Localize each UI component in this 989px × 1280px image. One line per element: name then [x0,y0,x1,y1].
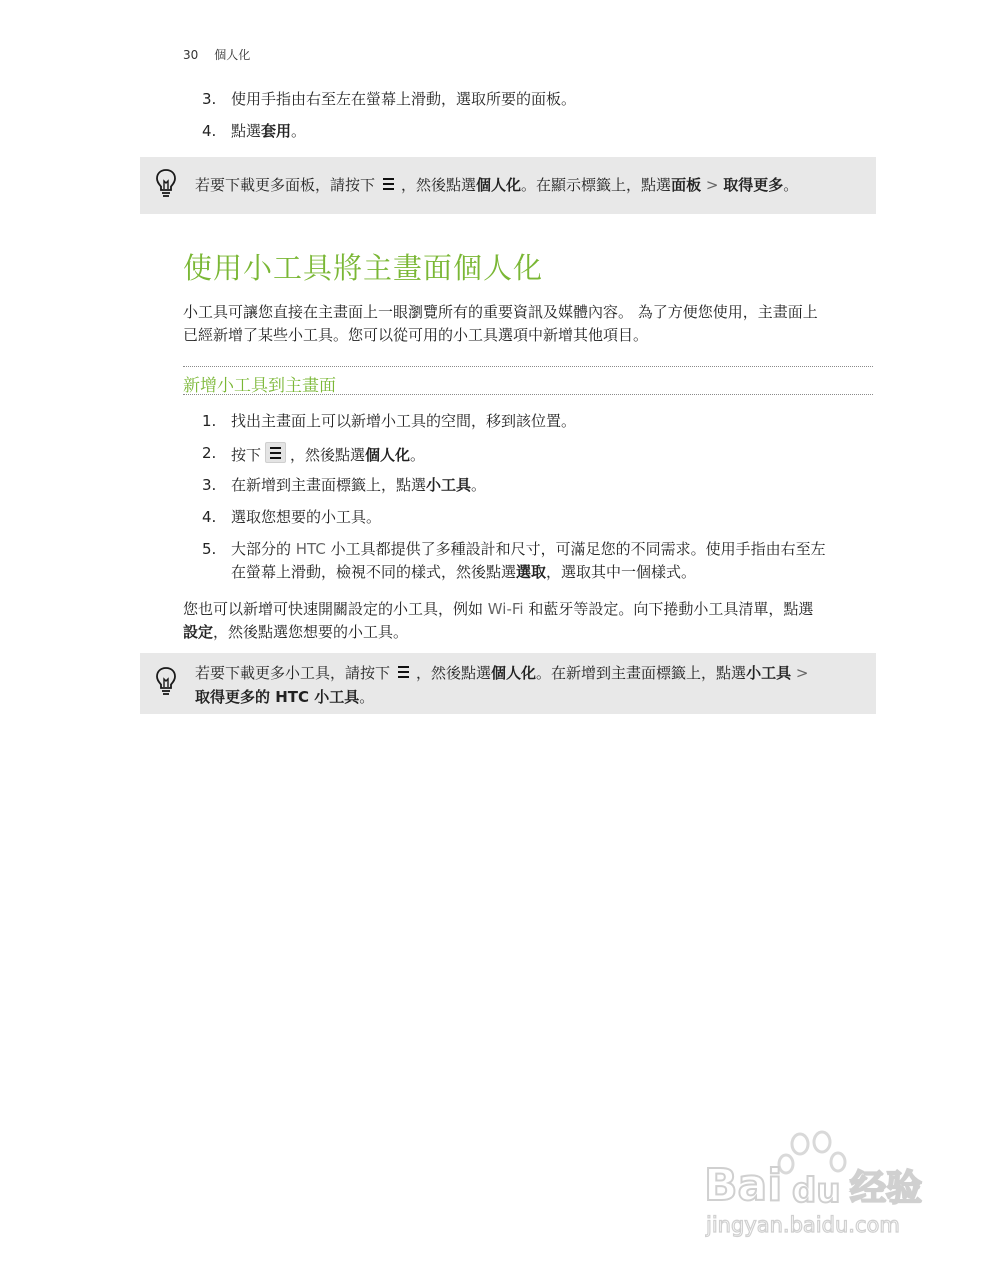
tip-text-part: 若要下載更多小工具，請按下 [195,664,391,682]
intro-paragraph [183,301,875,347]
step-text [231,538,877,584]
step-text [231,442,877,467]
page-header [183,46,250,63]
tip-bold-text: 個人化 [476,176,522,194]
lightbulb-icon [154,666,178,698]
tip-text-part: 。 [359,688,375,706]
tip-text [195,173,865,197]
intro-line: 已經新增了某些小工具。您可以從可用的小工具選項中新增其他項目。 [183,326,649,344]
subsection-title: 新增小工具到主畫面 [183,376,336,396]
step-text-part: ，選取其中一個樣式。 [546,563,697,581]
step-number: 3. [202,476,217,494]
step-text-part: 。 [410,446,426,464]
tip-text-part: ，然後點選 [416,664,492,682]
baidu-paw-logo [700,1130,940,1240]
list-item [202,88,877,111]
step-number: 4. [202,122,217,140]
list-item [202,474,877,497]
step-text-part: 小工具都提供了多種設計和尺寸，可滿足您的不同需求。使用手指由右至左 [325,540,826,558]
step-text-part: 大部分的 [231,540,296,558]
step-text-part: 按下 [231,446,262,464]
watermark-cn: 经验 [850,1168,923,1209]
paragraph-text-part: ，然後點選您想要的小工具。 [213,623,409,641]
tip-text-part: 。 [783,176,799,194]
tip-text-part: ，然後點選 [401,176,477,194]
step-text-part: 。 [471,476,487,494]
step-number: 4. [202,508,217,526]
list-item [202,410,877,433]
step-text-part: 在螢幕上滑動，檢視不同的樣式，然後點選 [231,563,517,581]
watermark-brand: Bai [704,1160,783,1211]
tip-bold-text: 取得更多 [723,176,784,194]
step-text-part: 。 [291,122,307,140]
page-number: 30 [183,48,199,62]
step-text: 使用手指由右至左在螢幕上滑動，選取所要的面板。 [231,90,577,108]
paragraph-text-part: 您也可以新增可快速開關設定的小工具，例如 [183,600,488,618]
paragraph-bold-text: 設定 [183,623,214,641]
tip-text-part: 。在新增到主畫面標籤上，點選 [536,664,747,682]
step-number: 2. [202,444,217,462]
tip-box [140,653,876,714]
lightbulb-icon [154,168,178,200]
header-section: 個人化 [214,48,251,62]
step-number: 5. [202,540,217,558]
tip-box [140,157,876,214]
tip-separator: > [701,176,724,194]
menu-icon [379,175,397,193]
step-text-part: 點選 [231,122,262,140]
tip-line [195,661,865,685]
menu-icon [265,442,286,463]
step-text-part: ，然後點選 [290,446,366,464]
step-bold-text: 個人化 [365,446,411,464]
tip-bold-text: 面板 [671,176,702,194]
section-title: 使用小工具將主畫面個人化 [183,251,544,285]
list-item [202,506,877,529]
list-item [202,120,877,143]
baidu-watermark [700,1130,940,1240]
step-bold-text: 小工具 [426,476,472,494]
step-text [231,120,877,143]
tip-separator: > [791,664,809,682]
step-number: 1. [202,412,217,430]
intro-line: 小工具可讓您直接在主畫面上一眼瀏覽所有的重要資訊及媒體內容。 為了方便您使用，主畫面上 [183,303,818,321]
step-number: 3. [202,90,217,108]
paragraph-text-part: 和藍牙等設定。向下捲動小工具清單，點選 [523,600,814,618]
step-line [231,561,877,584]
list-item [202,538,877,581]
tip-bold-text: 小工具 [746,664,792,682]
menu-icon [394,663,412,681]
tip-line [195,685,865,709]
brand-text: HTC [295,540,326,558]
tip-text-part: 。在顯示標籤上，點選 [521,176,672,194]
paragraph-line [183,621,875,644]
step-text-part: 在新增到主畫面標籤上，點選 [231,476,427,494]
step-bold-text: 選取 [516,563,547,581]
step-text: 找出主畫面上可以新增小工具的空間，移到該位置。 [231,412,577,430]
watermark-url: jingyan.baidu.com [706,1213,900,1237]
settings-paragraph [183,598,875,644]
paragraph-line [183,598,875,621]
step-line [231,538,877,561]
step-text [231,474,877,497]
subsection-header [183,366,873,395]
tip-bold-text: 取得更多的 HTC 小工具 [195,688,360,706]
tip-bold-text: 個人化 [491,664,537,682]
step-text: 選取您想要的小工具。 [231,508,382,526]
step-bold-text: 套用 [261,122,292,140]
tip-text [195,661,865,709]
wifi-text: Wi-Fi [487,600,524,618]
list-item [202,442,877,465]
tip-text-part: 若要下載更多面板，請按下 [195,176,376,194]
watermark-brand-du: du [792,1171,841,1211]
